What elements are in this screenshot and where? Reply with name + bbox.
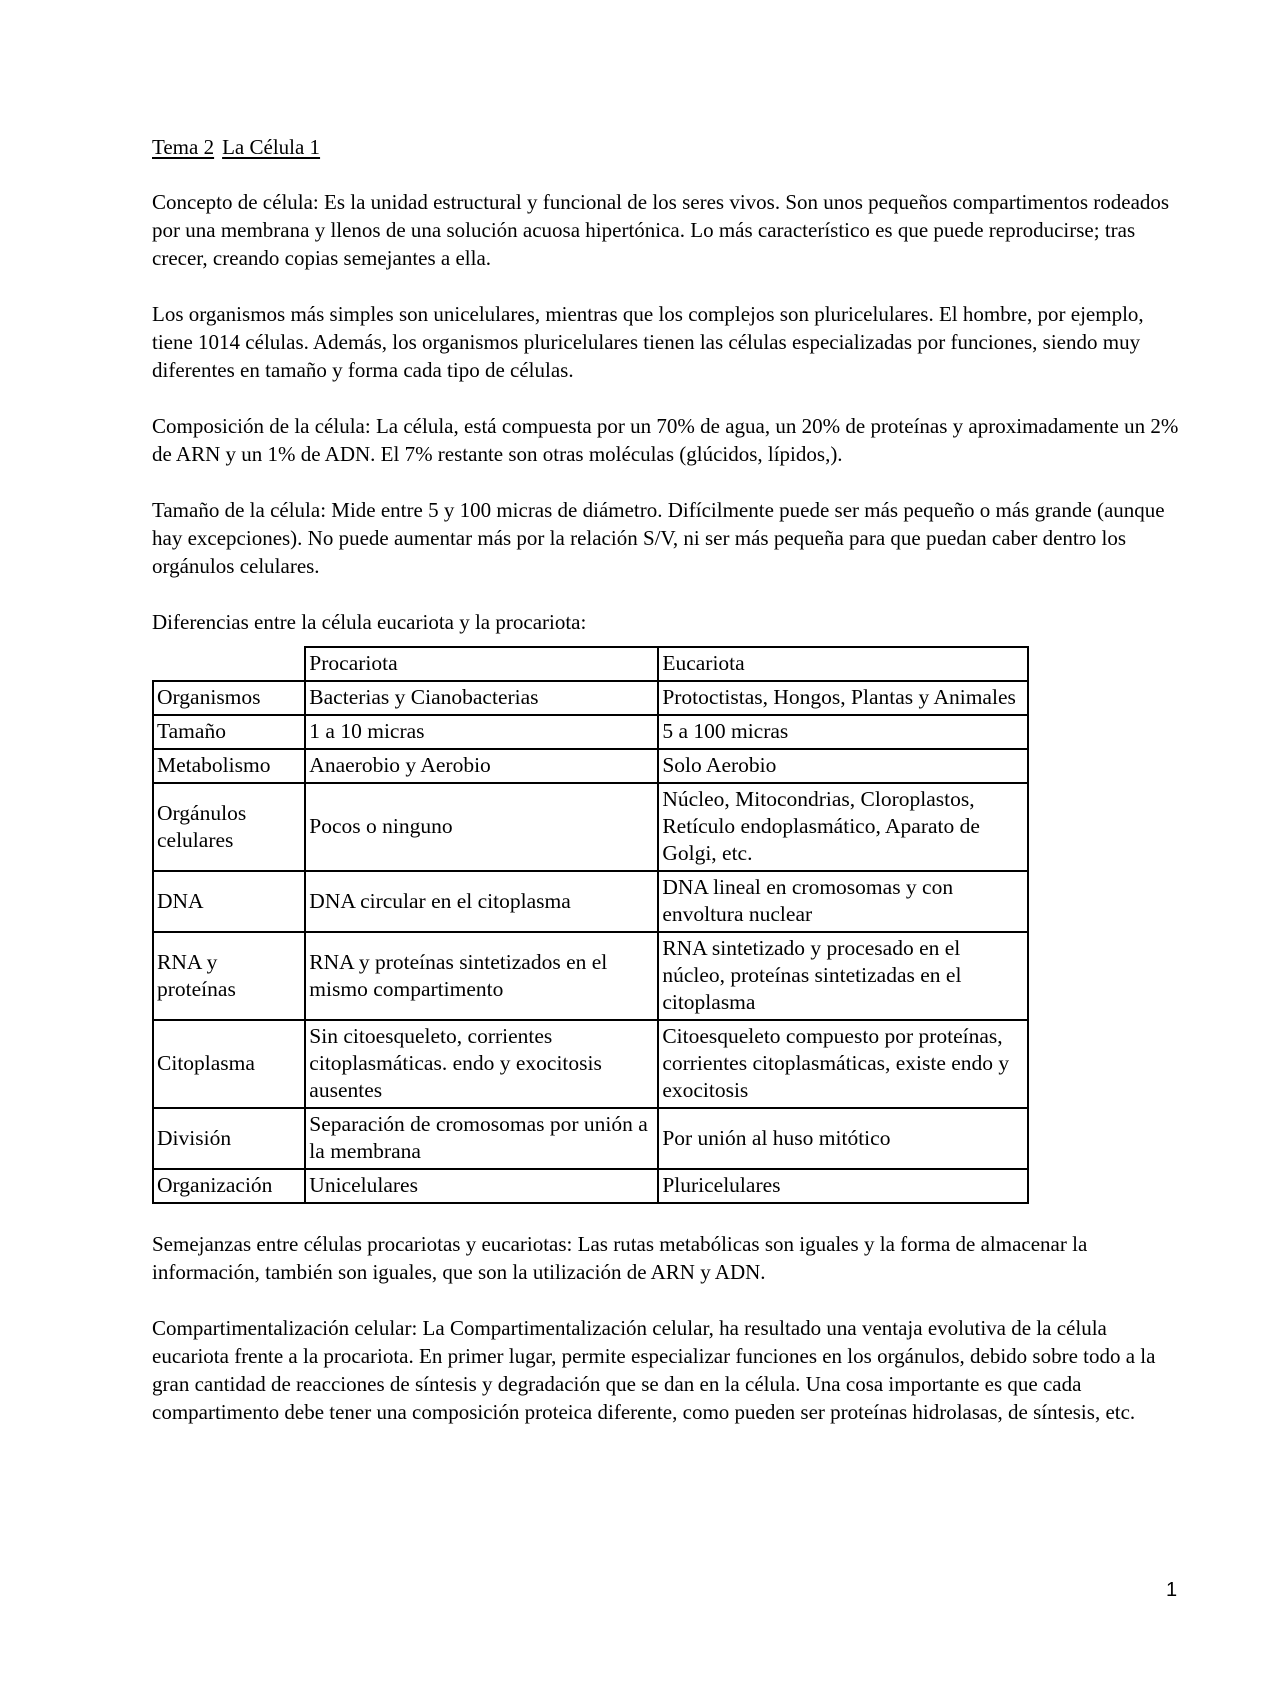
table-cell-procariota: Pocos o ninguno <box>305 783 658 871</box>
table-row <box>153 749 1028 783</box>
table-cell-label: División <box>153 1108 305 1169</box>
table-cell-procariota: Separación de cromosomas por unión a la membrana <box>305 1108 658 1169</box>
table-row <box>153 715 1028 749</box>
paragraph-composicion: Composición de la célula: La célula, está compuesta por un 70% de agua, un 20% de proteínas y aproximadamente un 2% de ARN y un 1% de ADN. El 7% restante son otras moléculas (glúcidos, lípidos,). <box>152 414 1179 466</box>
table-cell-eucariota: DNA lineal en cromosomas y con envoltura nuclear <box>658 871 1028 932</box>
table-cell-eucariota: Protoctistas, Hongos, Plantas y Animales <box>658 681 1028 715</box>
table-cell-procariota: Unicelulares <box>305 1169 658 1203</box>
table-cell-procariota: DNA circular en el citoplasma <box>305 871 658 932</box>
table-cell-procariota: 1 a 10 micras <box>305 715 658 749</box>
table-cell-label: Tamaño <box>153 715 305 749</box>
paragraph-tamano: Tamaño de la célula: Mide entre 5 y 100 micras de diámetro. Difícilmente puede ser más pequeño o más grande (aunque hay excepciones). No puede aumentar más por la relación S/V, ni ser más pequeña para que puedan caber dentro los orgánulos celulares. <box>152 498 1165 578</box>
table-cell-eucariota: Citoesqueleto compuesto por proteínas, corrientes citoplasmáticas, existe endo y exocitosis <box>658 1020 1028 1108</box>
document-content <box>152 133 1182 1454</box>
table-cell-eucariota: Núcleo, Mitocondrias, Cloroplastos, Retículo endoplasmático, Aparato de Golgi, etc. <box>658 783 1028 871</box>
table-cell-label: Orgánulos celulares <box>153 783 305 871</box>
table-header-procariota: Procariota <box>305 647 658 681</box>
table-row <box>153 1020 1028 1108</box>
table-cell-eucariota: RNA sintetizado y procesado en el núcleo, proteínas sintetizadas en el citoplasma <box>658 932 1028 1020</box>
table-cell-label: Organismos <box>153 681 305 715</box>
table-cell-eucariota: Por unión al huso mitótico <box>658 1108 1028 1169</box>
table-row <box>153 1108 1028 1169</box>
table-cell-procariota: RNA y proteínas sintetizados en el mismo compartimento <box>305 932 658 1020</box>
table-row <box>153 871 1028 932</box>
table-header-eucariota: Eucariota <box>658 647 1028 681</box>
table-row <box>153 932 1028 1020</box>
table-header-row <box>153 647 1028 681</box>
table-cell-eucariota: 5 a 100 micras <box>658 715 1028 749</box>
table-cell-procariota: Anaerobio y Aerobio <box>305 749 658 783</box>
table-cell-procariota: Sin citoesqueleto, corrientes citoplasmáticas. endo y exocitosis ausentes <box>305 1020 658 1108</box>
table-cell-label: Metabolismo <box>153 749 305 783</box>
comparison-table <box>152 646 1029 1204</box>
table-cell-eucariota: Pluricelulares <box>658 1169 1028 1203</box>
paragraph-concepto: Concepto de célula: Es la unidad estructural y funcional de los seres vivos. Son unos pequeños compartimentos rodeados por una membrana y llenos de una solución acuosa hipertónica. Lo más característico es que puede reproducirse; tras crecer, creando copias semejantes a ella. <box>152 190 1170 270</box>
table-row <box>153 783 1028 871</box>
table-cell-eucariota: Solo Aerobio <box>658 749 1028 783</box>
title-celula: La Célula 1 <box>222 135 321 159</box>
table-row <box>153 681 1028 715</box>
table-header-blank <box>153 647 305 681</box>
paragraph-organismos: Los organismos más simples son unicelulares, mientras que los complejos son pluricelulares. El hombre, por ejemplo, tiene 1014 células. Además, los organismos pluricelulares tienen las células especializadas por funciones, siendo muy diferentes en tamaño y forma cada tipo de células. <box>152 302 1144 382</box>
table-cell-label: Organización <box>153 1169 305 1203</box>
table-cell-label: Citoplasma <box>153 1020 305 1108</box>
table-cell-label: RNA y proteínas <box>153 932 305 1020</box>
table-row <box>153 1169 1028 1203</box>
title-tema: Tema 2 <box>152 135 215 159</box>
paragraph-compartimentalizacion: Compartimentalización celular: La Compartimentalización celular, ha resultado una ventaja evolutiva de la célula eucariota frente a la procariota. En primer lugar, permite especializar funciones en los orgánulos, debido sobre todo a la gran cantidad de reacciones de síntesis y degradación que se dan en la célula. Una cosa importante es que cada compartimento debe tener una composición proteica diferente, como pueden ser proteínas hidrolasas, de síntesis, etc. <box>152 1316 1156 1424</box>
paragraph-semejanzas: Semejanzas entre células procariotas y eucariotas: Las rutas metabólicas son iguales y la forma de almacenar la información, también son iguales, que son la utilización de ARN y ADN. <box>152 1232 1088 1284</box>
table-cell-procariota: Bacterias y Cianobacterias <box>305 681 658 715</box>
page-number: 1 <box>1166 1579 1178 1601</box>
table-cell-label: DNA <box>153 871 305 932</box>
page-title <box>152 133 1182 161</box>
paragraph-diferencias-intro: Diferencias entre la célula eucariota y la procariota: <box>152 610 587 634</box>
